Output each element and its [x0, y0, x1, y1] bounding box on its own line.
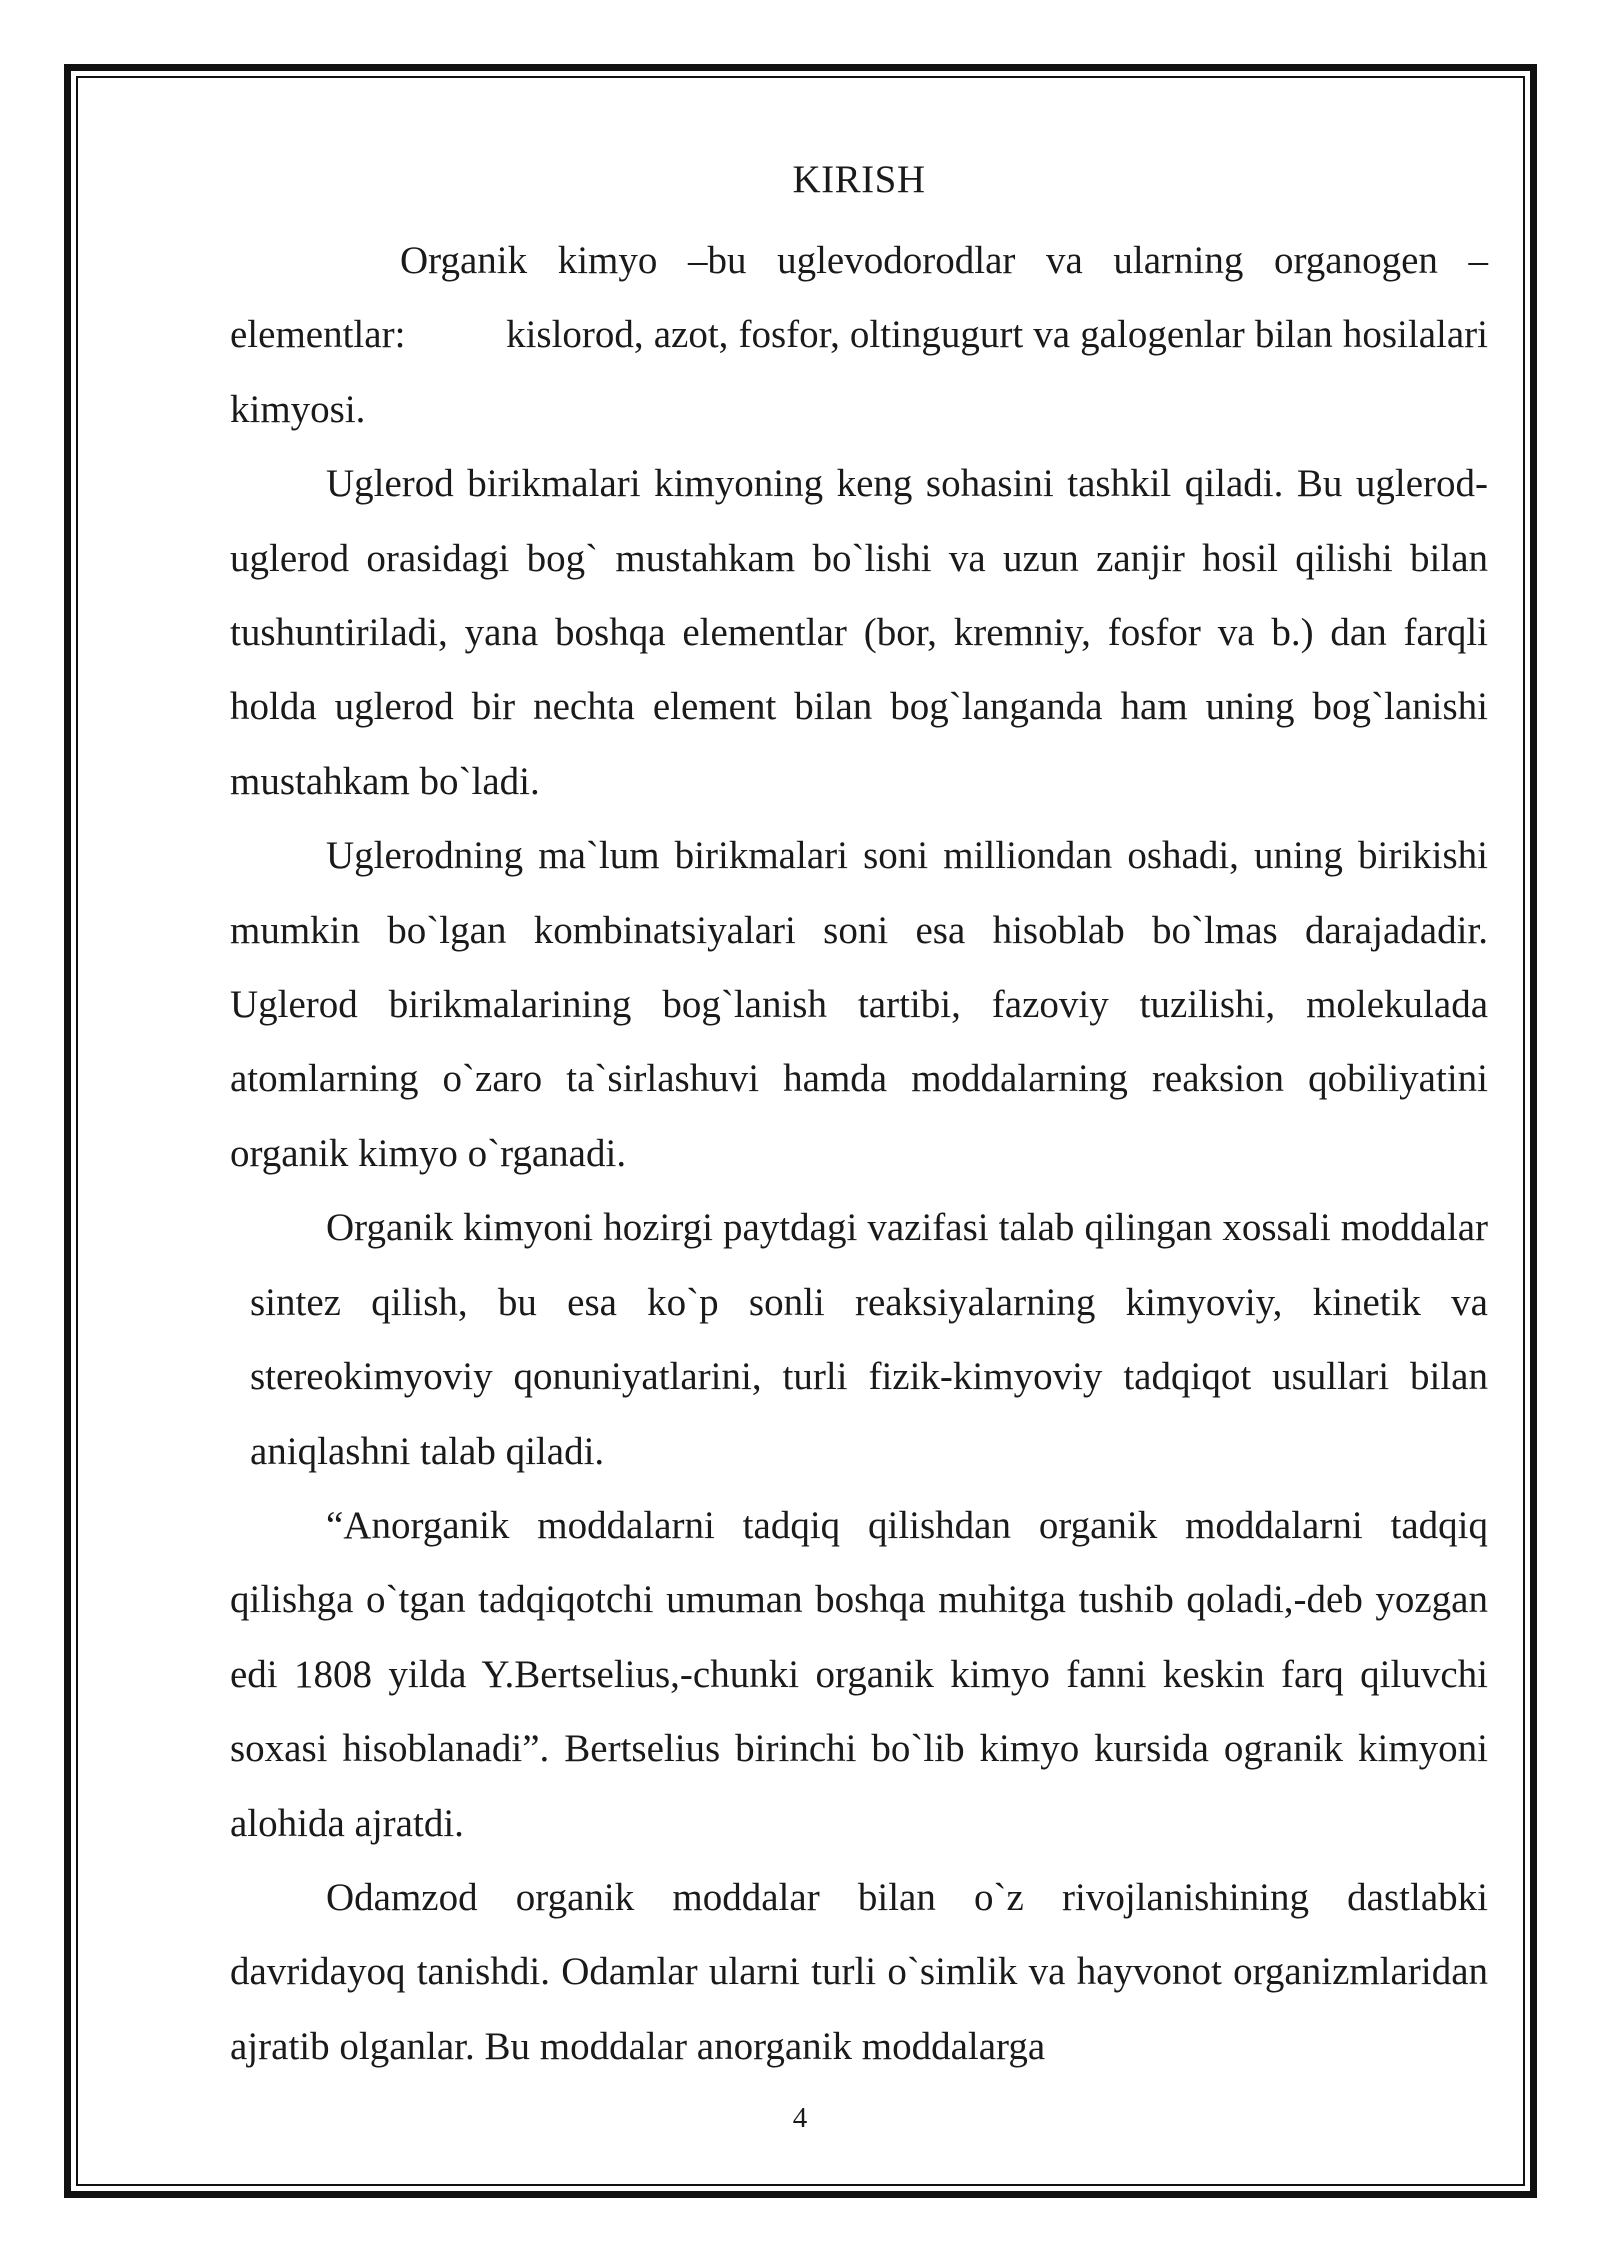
page-number: 4	[792, 2102, 808, 2134]
paragraph-3: Uglerodning ma`lum birikmalari soni milliondan oshadi, uning birikishi mumkin bo`lgan kombinatsiyalari soni esa hisoblab bo`lmas darajadadir. Uglerod birikmalarining bog`lanish tartibi, fazoviy tuzilishi, molekulada atomlarning o`zaro ta`sirlashuvi hamda moddalarning reaksion qobiliyatini organik kimyo o`rganadi.	[230, 834, 1488, 1175]
paragraph-4: Organik kimyoni hozirgi paytdagi vazifasi talab qilingan xossali moddalar sintez qilish, bu esa ko`p sonli reaksiyalarning kimyoviy, kinetik va stereokimyoviy qonuniyatlarini, turli fizik-kimyoviy tadqiqot usullari bilan aniqlashni talab qiladi.	[250, 1206, 1488, 1473]
paragraph-2: Uglerod birikmalari kimyoning keng sohasini tashkil qiladi. Bu uglerod-uglerod orasidagi bog` mustahkam bo`lishi va uzun zanjir hosil qilishi bilan tushuntiriladi, yana boshqa elementlar (bor, kremniy, fosfor va b.) dan farqli holda uglerod bir nechta element bilan bog`langanda ham uning bog`lanishi mustahkam bo`ladi.	[230, 462, 1488, 803]
paragraph-5: “Anorganik moddalarni tadqiq qilishdan organik moddalarni tadqiq qilishga o`tgan tadqiqotchi umuman boshqa muhitga tushib qoladi,-deb yozgan edi 1808 yilda Y.Bertselius,-chunki organik kimyo fanni keskin farq qiluvchi soxasi hisoblanadi”. Bertselius birinchi bo`lib kimyo kursida ogranik kimyoni alohida ajratdi.	[230, 1503, 1488, 1845]
page-title: KIRISH	[792, 158, 926, 201]
document-body	[230, 150, 1498, 2084]
paragraph-1: Organik kimyo –bu uglevodorodlar va ularning organogen – elementlar: kislorod, azot, fosfor, oltingugurt va galogenlar bilan hosilalari kimyosi.	[230, 239, 1498, 431]
paragraph-6: Odamzod organik moddalar bilan o`z rivojlanishining dastlabki davridayoq tanishdi. Odamlar ularni turli o`simlik va hayvonot organizmlaridan ajratib olganlar. Bu moddalar anorganik moddalarga	[230, 1875, 1488, 2068]
